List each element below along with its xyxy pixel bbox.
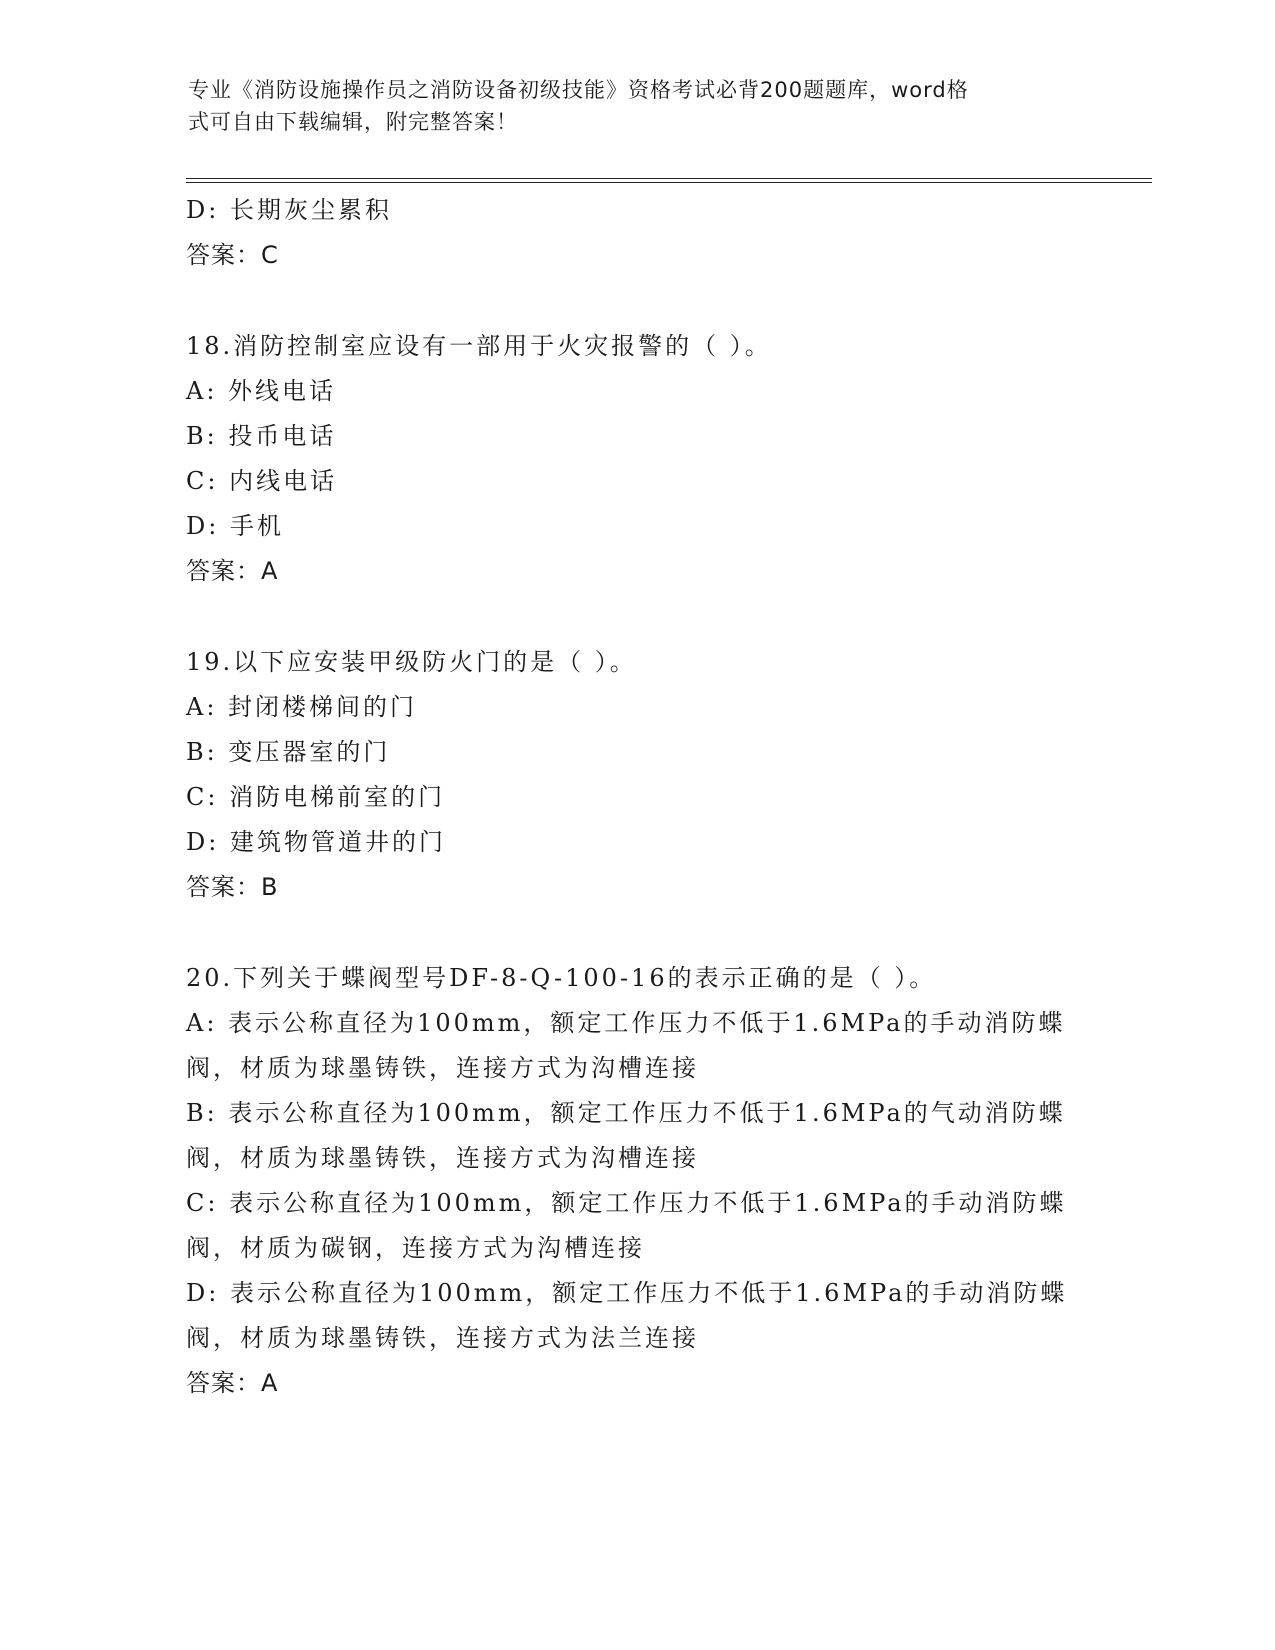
option-d: D: 长期灰尘累积	[186, 196, 392, 224]
answer-line: 答案：A	[186, 1369, 279, 1397]
option-b-line-1: B: 表示公称直径为100mm，额定工作压力不低于1.6MPa的气动消防蝶	[186, 1099, 1066, 1127]
option-d: D: 建筑物管道井的门	[186, 828, 446, 856]
option-b: B: 投币电话	[186, 422, 337, 450]
option-c-line-2: 阀，材质为碳钢，连接方式为沟槽连接	[186, 1234, 645, 1262]
spacer	[186, 910, 1086, 956]
option-b-line-2: 阀，材质为球墨铸铁，连接方式为沟槽连接	[186, 1144, 699, 1172]
option-b: B: 变压器室的门	[186, 738, 391, 766]
option-d-line-1: D: 表示公称直径为100mm，额定工作压力不低于1.6MPa的手动消防蝶	[186, 1279, 1068, 1307]
answer-line: 答案：A	[186, 557, 279, 585]
question-stem: 18.消防控制室应设有一部用于火灾报警的（ ）。	[186, 332, 772, 360]
option-a: A: 封闭楼梯间的门	[186, 693, 418, 721]
option-a: A: 外线电话	[186, 377, 337, 405]
option-c: C: 消防电梯前室的门	[186, 783, 446, 811]
previous-question-tail	[186, 188, 1086, 278]
header-line-2: 式可自由下载编辑，附完整答案！	[188, 110, 518, 134]
option-a-line-1: A: 表示公称直径为100mm，额定工作压力不低于1.6MPa的手动消防蝶	[186, 1009, 1066, 1037]
header-line-1: 专业《消防设施操作员之消防设备初级技能》资格考试必背200题题库，word格	[188, 78, 969, 102]
question-stem: 19.以下应安装甲级防火门的是（ ）。	[186, 648, 637, 676]
option-c-line-1: C: 表示公称直径为100mm，额定工作压力不低于1.6MPa的手动消防蝶	[186, 1189, 1067, 1217]
spacer	[186, 278, 1086, 324]
answer-line: 答案：C	[186, 241, 279, 269]
option-c: C: 内线电话	[186, 467, 338, 495]
question-19	[186, 640, 1086, 910]
document-body	[186, 188, 1086, 1406]
option-a-line-2: 阀，材质为球墨铸铁，连接方式为沟槽连接	[186, 1054, 699, 1082]
header-divider	[186, 178, 1152, 183]
answer-line: 答案：B	[186, 873, 279, 901]
question-stem: 20.下列关于蝶阀型号DF-8-Q-100-16的表示正确的是（ ）。	[186, 964, 937, 992]
option-d: D: 手机	[186, 512, 284, 540]
option-d-line-2: 阀，材质为球墨铸铁，连接方式为法兰连接	[186, 1324, 699, 1352]
question-20	[186, 956, 1086, 1406]
document-header	[188, 74, 1088, 138]
question-18	[186, 324, 1086, 594]
spacer	[186, 594, 1086, 640]
